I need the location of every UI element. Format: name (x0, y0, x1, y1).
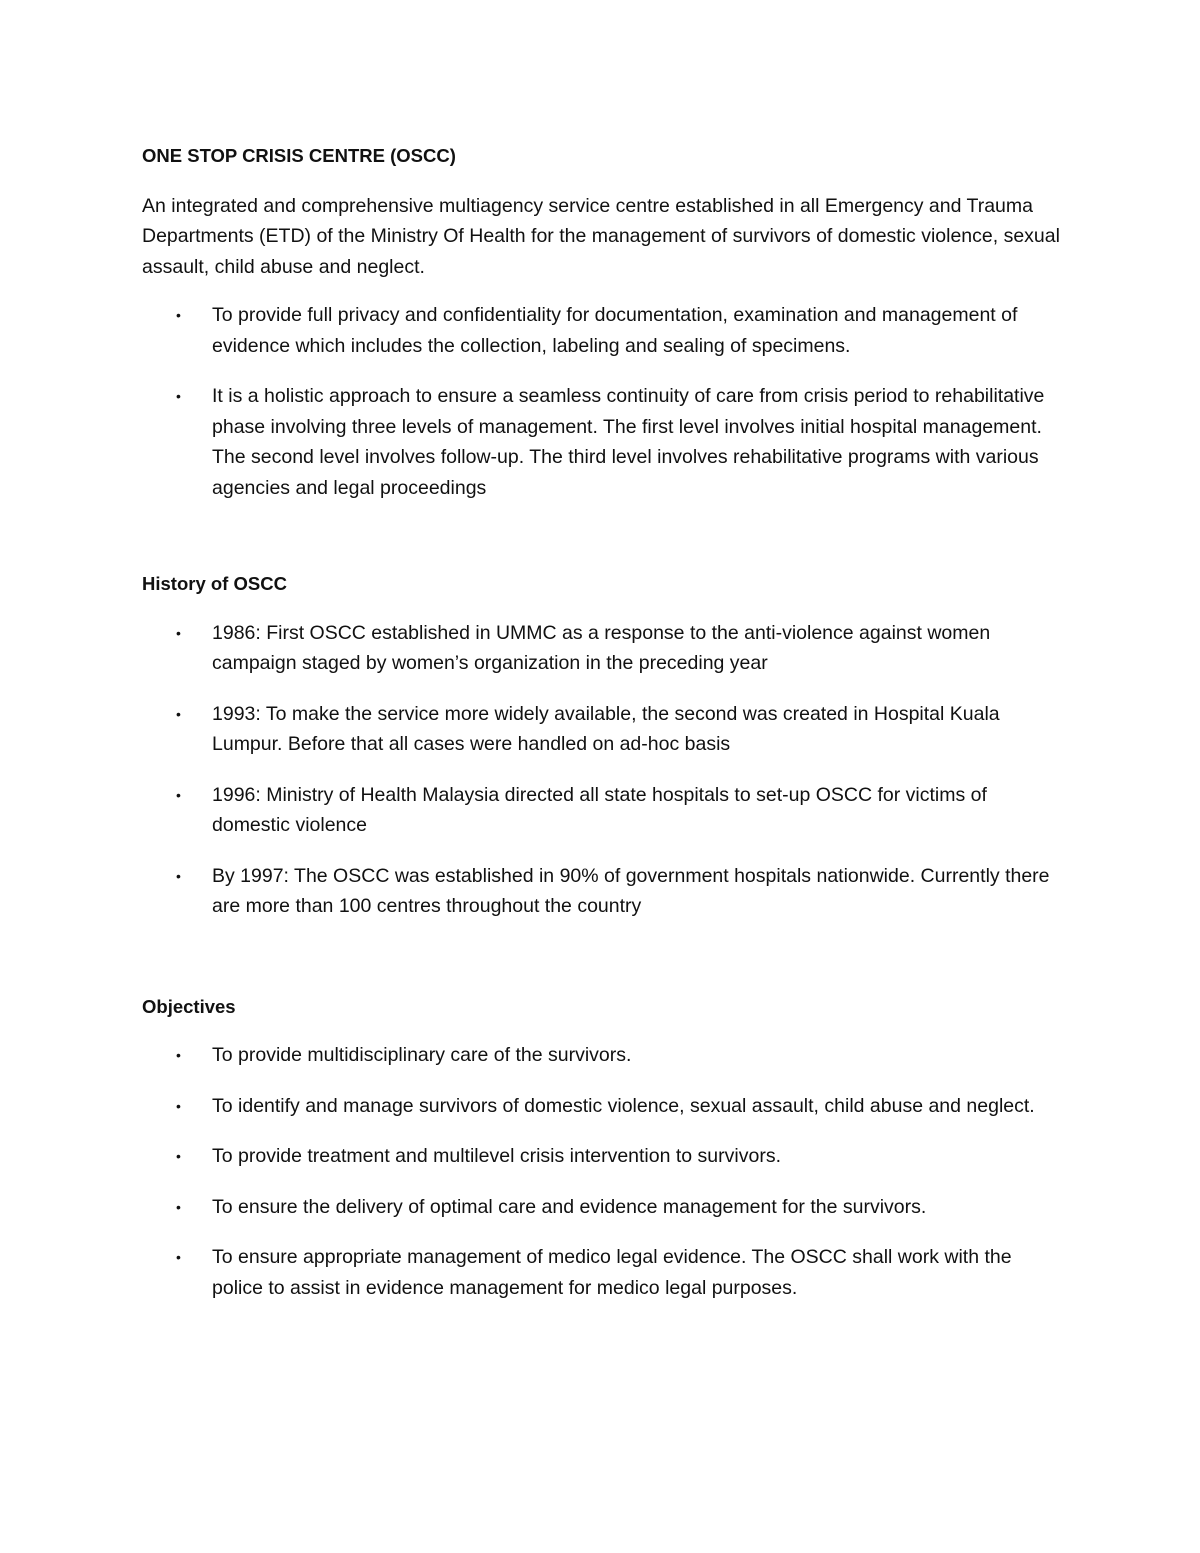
intro-bullet-list (142, 300, 1062, 503)
list-item (142, 699, 1062, 760)
bullet-icon: • (176, 786, 181, 803)
list-item-text: To provide multidisciplinary care of the survivors. (212, 1044, 632, 1066)
list-item-text: 1986: First OSCC established in UMMC as a response to the anti-violence against women campaign staged by women’s organization in the preceding year (212, 621, 991, 674)
list-item (142, 1040, 1062, 1071)
list-item-text: 1993: To make the service more widely available, the second was created in Hospital Kuala Lumpur. Before that all cases were handled on ad-hoc basis (212, 702, 1000, 755)
list-item (142, 861, 1062, 922)
list-item-text: By 1997: The OSCC was established in 90% of government hospitals nationwide. Currently there are more than 100 centres throughout the country (212, 864, 1050, 917)
list-item-text: To provide full privacy and confidentiality for documentation, examination and management of evidence which includes the collection, labeling and sealing of specimens. (212, 304, 1018, 357)
list-item (142, 780, 1062, 841)
list-item (142, 1192, 1062, 1223)
bullet-icon: • (176, 1198, 181, 1215)
bullet-icon: • (176, 624, 181, 641)
bullet-icon: • (176, 307, 181, 323)
intro-paragraph: An integrated and comprehensive multiagency service centre established in all Emergency and Trauma Departments (ETD) of the Ministry Of Health for the management of survivors of domestic violence, sexual assault, child abuse and neglect. (142, 194, 1060, 278)
bullet-icon: • (176, 1097, 181, 1114)
list-item-text: To provide treatment and multilevel crisis intervention to survivors. (212, 1145, 781, 1167)
document-body (142, 141, 1062, 1323)
objectives-heading: Objectives (142, 995, 236, 1017)
list-item (142, 1091, 1062, 1122)
history-bullet-list (142, 618, 1062, 922)
list-item (142, 1242, 1062, 1303)
bullet-icon: • (176, 705, 181, 722)
objectives-bullet-list (142, 1040, 1062, 1303)
bullet-icon: • (176, 1047, 181, 1063)
list-item-text: To identify and manage survivors of domestic violence, sexual assault, child abuse and neglect. (212, 1094, 1035, 1117)
list-item (142, 300, 1062, 361)
bullet-icon: • (176, 1148, 181, 1164)
list-item (142, 381, 1062, 503)
list-item-text: 1996: Ministry of Health Malaysia directed all state hospitals to set-up OSCC for victims of domestic violence (212, 783, 987, 836)
list-item (142, 618, 1062, 679)
bullet-icon: • (176, 867, 181, 884)
list-item-text: It is a holistic approach to ensure a seamless continuity of care from crisis period to rehabilitative phase involving three levels of management. The first level involves initial hospital management. The second level involves follow-up. The third level involves rehabilitative programs with various agencies and legal proceedings (212, 385, 1045, 499)
document-title: ONE STOP CRISIS CENTRE (OSCC) (142, 145, 456, 166)
list-item-text: To ensure the delivery of optimal care and evidence management for the survivors. (212, 1195, 927, 1218)
history-heading: History of OSCC (142, 573, 287, 594)
list-item-text: To ensure appropriate management of medico legal evidence. The OSCC shall work with the police to assist in evidence management for medico legal purposes. (212, 1246, 1012, 1299)
bullet-icon: • (176, 1249, 181, 1265)
bullet-icon: • (176, 388, 181, 404)
list-item (142, 1141, 1062, 1172)
